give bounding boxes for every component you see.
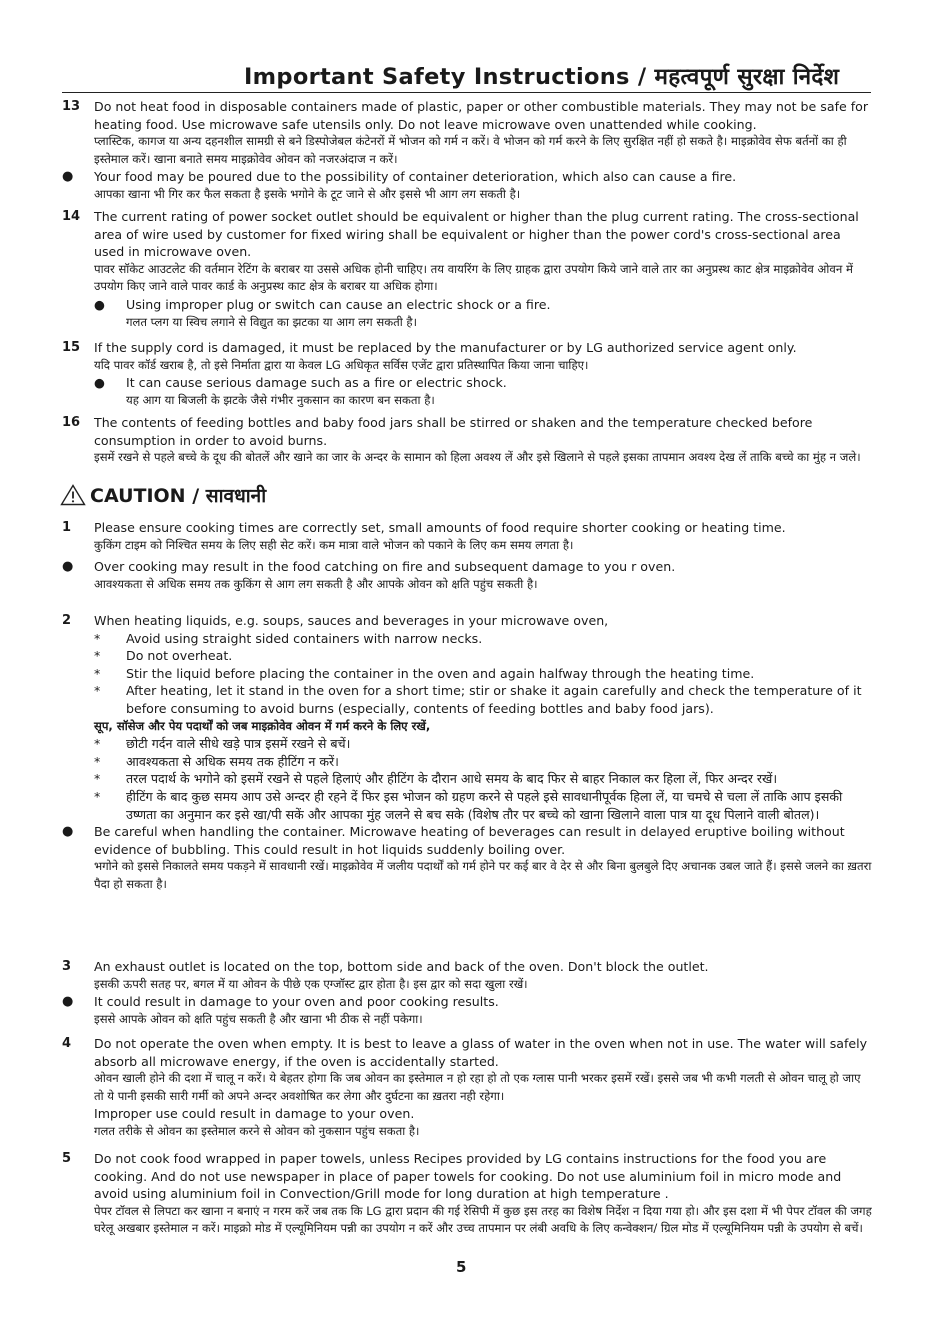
- item-14: [62, 208, 872, 331]
- item-number: 5: [62, 1151, 72, 1166]
- item-text-en: Do not cook food wrapped in paper towels, unless Recipes provided by LG contains instructions for the food you are cooking. And do not use newspaper in place of paper towels for cooking. Do not use aluminium foil in micro mode and avoid using aluminium foil in Convection/Grill mode for long duration at high temperature .: [94, 1151, 842, 1202]
- item-number: 2: [62, 613, 72, 628]
- star-text-en: Stir the liquid before placing the container in the oven and again halfway through the heating time.: [126, 665, 755, 681]
- bullet-text-hi: भगोने को इससे निकालते समय पकड़ने में सावधानी रखें। माइक्रोवेव में जलीय पदार्थों को गर्म होने पर कई बार वे देर से और बिना बुलबुले दिए अचानक उबल जाते हैं। इससे जलने का ख़तरा पैदा हो सकता है।: [94, 859, 872, 891]
- item-text-hi: इसमें रखने से पहले बच्चे के दूध की बोतलें और खाने का जार के अन्दर के सामान को हिला अवश्य लें और इसे खिलाने से पहले इसका तापमान अवश्य देख लें ताकि बच्चे का मुंह न जले।: [94, 450, 861, 465]
- bullet-icon: ●: [94, 296, 105, 312]
- star-text-en: Do not overheat.: [126, 648, 233, 664]
- bullet-icon: ●: [62, 169, 74, 185]
- item-text-hi: पेपर टॉवल से लिपटा कर खाना न बनाएं न गरम करें जब तक कि LG द्वारा प्रदान की गई रेसिपी में कुछ इस तरह का विशेष निर्देश न दिया गया हो। और इस दशा में भी पेपर टॉवल की जगह घरेलू अखबार इस्तेमाल न करें। माइक्रो मोड में एल्यूमिनियम पन्नी का उपयोग न करें और उच्च तापमान पर लंबी अवधि के लिए कन्वेक्शन/ ग्रिल मोड में एल्यूमिनियम पन्नी के उपयोग से बचें।: [94, 1203, 872, 1236]
- caution-item-1: [62, 519, 872, 593]
- item-number: 4: [62, 1036, 72, 1051]
- bullet-text-en: Using improper plug or switch can cause an electric shock or a fire.: [126, 296, 551, 312]
- star-text-en: After heating, let it stand in the oven for a short time; stir or shake it again carefully and check the temperature of it before consuming to avoid burns (especially, contents of feeding bottles and baby food jars).: [126, 683, 862, 716]
- bullet-icon: ●: [94, 375, 105, 391]
- item-15: [62, 339, 872, 409]
- item-text-hi: इसकी ऊपरी सतह पर, बगल में या ओवन के पीछे एक एग्जॉस्ट द्वार होता है। इस द्वार को सदा खुला रखें।: [94, 976, 528, 991]
- star-marker: *: [94, 648, 101, 664]
- star-text-hi: आवश्यकता से अधिक समय तक हीटिंग न करें।: [126, 753, 339, 769]
- bullet-text-en: Over cooking may result in the food catching on fire and subsequent damage to you r oven.: [94, 559, 676, 575]
- item-text-en: An exhaust outlet is located on the top, bottom side and back of the oven. Don't block the outlet.: [94, 959, 709, 974]
- item-text-hi: प्लास्टिक, कागज या अन्य दहनशील सामग्री से बने डिस्पोजेबल कंटेनरों में भोजन को गर्म न करें। वे भोजन को गर्म करने के लिए सुरक्षित नहीं हो सकते है। माइक्रोवेव सेफ बर्तनों का ही इस्तेमाल करें। खाना बनाते समय माइक्रोवेव ओवन को नजरअंदाज न करें।: [94, 134, 847, 166]
- item-text-hi: पावर सॉकेट आउटलेट की वर्तमान रेटिंग के बराबर या उससे अधिक होनी चाहिए। तय वायरिंग के लिए ग्राहक द्वारा उपयोग किये जाने वाले तार का अनुप्रस्थ काट क्षेत्र माइक्रोवेव ओवन में उपयोग किए जाने वाले पावर कार्ड के अनुप्रस्थ काट क्षेत्र के बराबर या अधिक होगा।: [94, 261, 853, 294]
- item-number: 16: [62, 415, 81, 430]
- star-marker: *: [94, 771, 101, 787]
- caution-item-5: [62, 1150, 872, 1238]
- caution-heading: [60, 482, 266, 508]
- star-marker: *: [94, 665, 101, 681]
- item-text-en: The contents of feeding bottles and baby food jars shall be stirred or shaken and the temperature checked before consumption in order to avoid burns.: [94, 415, 813, 448]
- bullet-text-en: It could result in damage to your oven and poor cooking results.: [94, 994, 499, 1010]
- caution-item-2: [62, 612, 872, 894]
- caution-item-3: [62, 958, 872, 1028]
- item-text-hi: कुकिंग टाइम को निश्चित समय के लिए सही सेट करें। कम मात्रा वाले भोजन को पकाने के लिए कम समय लगता है।: [94, 537, 574, 552]
- warning-triangle-icon: [60, 484, 86, 506]
- item-number: 3: [62, 959, 72, 974]
- star-text-hi: तरल पदार्थ के भगोने को इसमें रखने से पहले हिलाएं और हीटिंग के दौरान आधे समय के बाद फिर से बाहर निकाल कर हिला लें, फिर अन्दर रखें।: [126, 771, 778, 787]
- item-16: [62, 414, 872, 467]
- item-text-hi: ओवन खाली होने की दशा में चालू न करें। ये बेहतर होगा कि जब ओवन का इस्तेमाल न हो रहा हो तो एक ग्लास पानी भरकर इसमें रखें। इससे जब भी कभी गलती से ओवन चालू हो जाए तो ये पानी इसकी सारी गर्मी को अपने अन्दर अवशोषित कर लेगा और दुर्घटना का ख़तरा नही रहेगा।: [94, 1071, 861, 1103]
- star-text-en: Avoid using straight sided containers with narrow necks.: [126, 630, 483, 646]
- item-text-en: Do not operate the oven when empty. It is best to leave a glass of water in the oven when not in use. The water will safely absorb all microwave energy, if the oven is accidentally started.: [94, 1036, 868, 1069]
- bullet-text-en: Be careful when handling the container. Microwave heating of beverages can result in delayed eruptive boiling without evidence of bubbling. This could result in hot liquids suddenly boiling over.: [94, 824, 845, 857]
- item-13: [62, 98, 872, 204]
- bullet-icon: ●: [62, 824, 74, 840]
- star-text-hi: छोटी गर्दन वाले सीधे खड़े पात्र इसमें रखने से बचें।: [126, 736, 351, 752]
- item-text-en: Please ensure cooking times are correctly set, small amounts of food require shorter cooking or heating time.: [94, 520, 786, 535]
- caution-label: CAUTION / सावधानी: [90, 485, 267, 507]
- item-text-hi-2: गलत तरीके से ओवन का इस्तेमाल करने से ओवन को नुकसान पहुंच सकता है।: [94, 1123, 420, 1138]
- page-number: 5: [456, 1258, 467, 1276]
- bullet-text-en: It can cause serious damage such as a fire or electric shock.: [126, 375, 507, 391]
- item-text-hi: यदि पावर कॉर्ड खराब है, तो इसे निर्माता द्वारा या केवल LG अधिकृत सर्विस एजेंट द्वारा प्रतिस्थापित किया जाना चाहिए।: [94, 357, 589, 372]
- hindi-subheading: सूप, सॉसेज और पेय पदार्थों को जब माइक्रोवेव ओवन में गर्म करने के लिए रखें,: [94, 718, 431, 733]
- item-number: 15: [62, 340, 81, 355]
- star-marker: *: [94, 630, 101, 646]
- item-text-en: If the supply cord is damaged, it must be replaced by the manufacturer or by LG authorized service agent only.: [94, 340, 797, 355]
- item-text-en: Do not heat food in disposable containers made of plastic, paper or other combustible materials. They may not be safe for heating food. Use microwave safe utensils only. Do not leave microwave oven unattended while cooking.: [94, 99, 869, 132]
- bullet-icon: ●: [62, 559, 74, 575]
- bullet-text-hi: यह आग या बिजली के झटके जैसे गंभीर नुकसान का कारण बन सकता है।: [126, 392, 435, 407]
- item-number: 14: [62, 209, 81, 224]
- page-title: Important Safety Instructions / महत्वपूर्ण सुरक्षा निर्देश: [244, 64, 840, 90]
- item-text-en: When heating liquids, e.g. soups, sauces and beverages in your microwave oven,: [94, 613, 609, 628]
- item-number: 13: [62, 99, 81, 114]
- bullet-text-hi: इससे आपके ओवन को क्षति पहुंच सकती है और खाना भी ठीक से नहीं पकेगा।: [94, 1011, 423, 1026]
- star-marker: *: [94, 736, 101, 752]
- star-text-hi: हीटिंग के बाद कुछ समय आप उसे अन्दर ही रहने दें फिर इस भोजन को ग्रहण करने से पहले इसे सावधानीपूर्वक हिला लें, या चमचे से चला लें ताकि आप इसकी उष्णता का अनुमान कर इसे खा/पी सकें और आपका मुंह जलने से बच सके (विशेष तौर पर बच्चे को खाना खिलाने वाला पात्र या दूध पिलाने वाली बोतल)।: [126, 788, 843, 822]
- star-marker: *: [94, 753, 101, 769]
- title-divider: [62, 92, 871, 93]
- bullet-text-hi: आपका खाना भी गिर कर फैल सकता है इसके भगोने के टूट जाने से और इससे भी आग लग सकती है।: [94, 186, 521, 201]
- bullet-icon: ●: [62, 994, 74, 1010]
- star-marker: *: [94, 788, 101, 804]
- caution-item-4: [62, 1035, 872, 1141]
- item-number: 1: [62, 520, 72, 535]
- bullet-text-hi: आवश्यकता से अधिक समय तक कुकिंग से आग लग सकती है और आपके ओवन को क्षति पहुंच सकती है।: [94, 576, 538, 591]
- bullet-text-hi: गलत प्लग या स्विच लगाने से विद्युत का झटका या आग लग सकती है।: [126, 314, 417, 329]
- item-text-en-2: Improper use could result in damage to your oven.: [94, 1106, 415, 1122]
- star-marker: *: [94, 683, 101, 699]
- bullet-text-en: Your food may be poured due to the possibility of container deterioration, which also can cause a fire.: [94, 169, 737, 185]
- item-text-en: The current rating of power socket outlet should be equivalent or higher than the plug current rating. The cross-sectional area of wire used by customer for fixed wiring shall be equivalent or higher than the power cord's cross-sectional area used in microwave oven.: [94, 209, 859, 260]
